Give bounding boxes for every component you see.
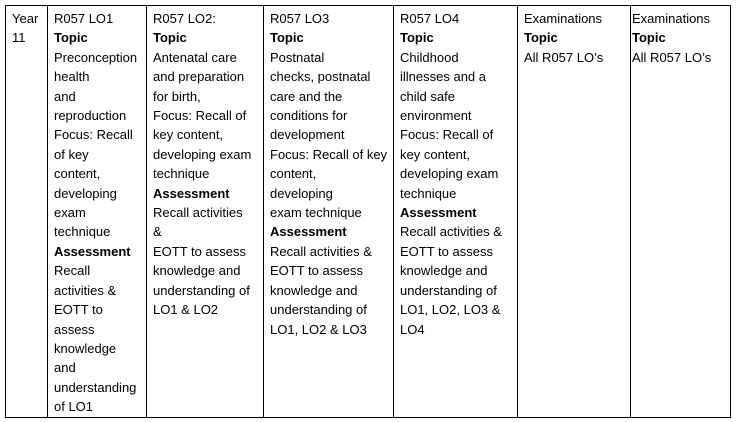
cell-text-line: EOTT to assess xyxy=(153,243,246,259)
cell-heading: Assessment xyxy=(270,224,347,240)
column-lo2-cell xyxy=(147,6,264,418)
column-examinations-cell xyxy=(518,6,631,418)
cell-text-line: activities & xyxy=(54,282,117,298)
cell-text-line: exam technique xyxy=(270,205,362,221)
cell-text-line: content, xyxy=(270,166,317,182)
cell-text-line: Focus: Recall xyxy=(54,127,133,143)
cell-text-line: Childhood xyxy=(400,49,459,65)
cell-text-line: developing xyxy=(54,185,117,201)
column-lo4-cell xyxy=(394,6,518,418)
cell-text-line: key content, xyxy=(400,146,471,162)
cell-text-line: R057 LO4 xyxy=(400,11,460,26)
cell-text-line: understanding xyxy=(54,379,137,395)
cell-text-line: knowledge xyxy=(54,340,117,356)
cell-text-line: EOTT to assess xyxy=(270,263,363,279)
cell-text-line: technique xyxy=(153,166,210,182)
cell-text-line: of key xyxy=(54,146,89,162)
cell-text-line: for birth, xyxy=(153,88,201,104)
cell-text-line: checks, postnatal xyxy=(270,69,371,85)
cell-heading: Assessment xyxy=(54,243,131,259)
cell-text-line: and xyxy=(54,360,76,376)
cell-text-line: Recall activities & xyxy=(270,243,372,259)
cell-text-line: illnesses and a xyxy=(400,69,486,85)
cell-text-line: LO1, LO2 & LO3 xyxy=(270,321,367,337)
cell-text-line: care and the xyxy=(270,88,343,104)
cell-text-line: Preconception xyxy=(54,49,138,65)
cell-text-line: and preparation xyxy=(153,69,245,85)
cell-text-line: technique xyxy=(400,185,457,201)
cell-text-line: knowledge and xyxy=(400,263,488,279)
cell-text-line: development xyxy=(270,127,345,143)
column-examinations-2-cell xyxy=(631,6,731,418)
cell-text-line: technique xyxy=(54,224,111,240)
cell-text-line: Examinations xyxy=(632,11,711,26)
cell-text-line: developing exam xyxy=(153,146,252,162)
cell-text-line: key content, xyxy=(153,127,224,143)
cell-text-line: R057 LO3 xyxy=(270,11,330,26)
cell-text-line: EOTT to xyxy=(54,302,103,318)
cell-text-line: EOTT to assess xyxy=(400,243,493,259)
table-row xyxy=(6,6,731,418)
cell-text-line: & xyxy=(153,224,162,240)
cell-heading: Assessment xyxy=(400,205,477,221)
cell-heading: Assessment xyxy=(153,185,230,201)
cell-text-line: Antenatal care xyxy=(153,49,237,65)
cell-heading: Topic xyxy=(153,30,187,46)
cell-text-line: knowledge and xyxy=(153,263,241,279)
cell-text-line: Recall activities xyxy=(153,205,243,221)
year-label: Year xyxy=(12,11,39,26)
cell-text-line: Recall xyxy=(54,263,91,279)
cell-text-line: health xyxy=(54,69,90,85)
cell-heading: Topic xyxy=(54,30,88,46)
cell-text-line: Focus: Recall of xyxy=(400,127,494,143)
year-number: 11 xyxy=(12,30,26,46)
cell-text-line: understanding of xyxy=(270,302,367,318)
cell-text-line: assess xyxy=(54,321,95,337)
year-cell xyxy=(6,6,48,418)
cell-text-line: child safe xyxy=(400,88,455,104)
cell-text-line: conditions for xyxy=(270,108,348,124)
cell-text-line: R057 LO1 xyxy=(54,11,114,26)
cell-text-line: LO1, LO2, LO3 & xyxy=(400,302,501,318)
cell-text-line: knowledge and xyxy=(270,282,358,298)
cell-text-line: LO1 & LO2 xyxy=(153,302,219,318)
cell-heading: Topic xyxy=(524,30,558,46)
cell-text-line: Focus: Recall of key xyxy=(270,146,388,162)
cell-text-line: All R057 LO’s xyxy=(632,49,712,65)
cell-text-line: developing xyxy=(270,185,333,201)
column-lo1-cell xyxy=(48,6,147,418)
cell-heading: Topic xyxy=(632,30,666,46)
cell-text-line: understanding of xyxy=(400,282,497,298)
cell-text-line: LO4 xyxy=(400,321,425,337)
cell-text-line: All R057 LO’s xyxy=(524,49,604,65)
cell-text-line: and xyxy=(54,88,76,104)
cell-text-line: Postnatal xyxy=(270,49,325,65)
column-lo3-cell xyxy=(264,6,394,418)
scheme-of-work-table xyxy=(5,5,731,418)
cell-text-line: R057 LO2: xyxy=(153,11,216,26)
cell-text-line: of LO1 xyxy=(54,399,94,415)
cell-text-line: developing exam xyxy=(400,166,499,182)
cell-text-line: Examinations xyxy=(524,11,603,26)
cell-text-line: content, xyxy=(54,166,101,182)
cell-text-line: understanding of xyxy=(153,282,250,298)
cell-text-line: reproduction xyxy=(54,108,127,124)
cell-heading: Topic xyxy=(270,30,304,46)
cell-text-line: exam xyxy=(54,205,86,221)
cell-text-line: Focus: Recall of xyxy=(153,108,247,124)
cell-heading: Topic xyxy=(400,30,434,46)
cell-text-line: environment xyxy=(400,108,472,124)
cell-text-line: Recall activities & xyxy=(400,224,502,240)
